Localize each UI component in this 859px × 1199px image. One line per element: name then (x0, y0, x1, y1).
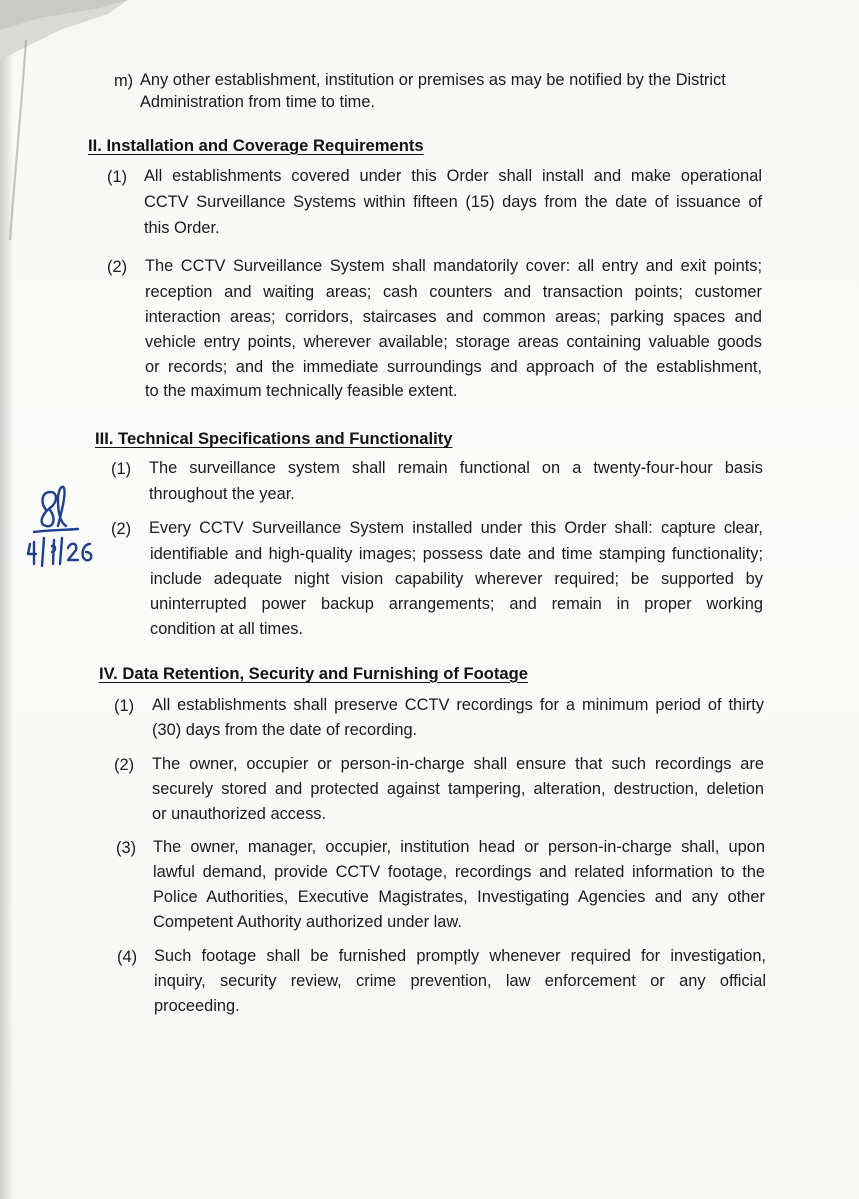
folded-corner (0, 0, 130, 60)
section-4-item-2-line-3: or unauthorized access. (152, 805, 327, 823)
handwritten-signature (22, 480, 102, 580)
section-2-item-1-line-2: CCTV Surveillance Systems within fifteen (15) days from the date of issuance of (144, 193, 762, 211)
section-4-heading: IV. Data Retention, Security and Furnishing of Footage (99, 664, 529, 683)
section-2-item-2-marker: (2) (107, 258, 128, 276)
section-3-item-1-line-1: The surveillance system shall remain functional on a twenty-four-hour basis (149, 459, 763, 477)
section-4-item-3-line-3: Police Authorities, Executive Magistrates, Investigating Agencies and any other (153, 888, 765, 906)
section-3-item-1-marker: (1) (111, 460, 132, 478)
section-4-item-4-line-2: inquiry, security review, crime prevention, law enforcement or any official (154, 972, 766, 990)
section-2-item-2-line-5: or records; and the immediate surroundings and approach of the establishment, (145, 358, 762, 376)
section-4-item-2-line-1: The owner, occupier or person-in-charge shall ensure that such recordings are (152, 755, 764, 773)
section-4-item-2-line-2: securely stored and protected against tampering, alteration, destruction, deletion (152, 780, 764, 798)
section-3-item-2-marker: (2) (111, 520, 132, 538)
section-4-item-4-line-3: proceeding. (154, 997, 240, 1015)
section-4-item-3-line-2: lawful demand, provide CCTV footage, recordings and related information to the (153, 863, 765, 881)
section-3-item-2-line-5: condition at all times. (150, 620, 304, 638)
item-m-line-1: Any other establishment, institution or premises as may be notified by the District (140, 71, 726, 89)
item-m-line-2: Administration from time to time. (140, 93, 375, 111)
section-4-item-1-line-2: (30) days from the date of recording. (152, 721, 418, 739)
section-2-heading: II. Installation and Coverage Requirements (88, 136, 424, 155)
section-3-item-1-line-2: throughout the year. (149, 485, 295, 503)
section-2-item-2-line-1: The CCTV Surveillance System shall mandatorily cover: all entry and exit points; (145, 257, 762, 275)
section-4-item-1-line-1: All establishments shall preserve CCTV recordings for a minimum period of thirty (152, 696, 764, 714)
section-2-item-2-line-2: reception and waiting areas; cash counters and transaction points; customer (145, 283, 762, 301)
item-m-marker: m) (114, 72, 134, 90)
section-4-item-3-marker: (3) (116, 839, 137, 857)
section-4-item-1-marker: (1) (114, 697, 135, 715)
section-2-item-2-line-3: interaction areas; corridors, staircases and common areas; parking spaces and (145, 308, 762, 326)
section-2-item-1-line-3: this Order. (144, 219, 220, 237)
section-3-heading: III. Technical Specifications and Functionality (95, 429, 453, 448)
section-4-item-4-marker: (4) (117, 948, 138, 966)
section-3-item-2-line-4: uninterrupted power backup arrangements; and remain in proper working (150, 595, 763, 613)
page-edge-shadow (0, 0, 14, 1199)
section-4-item-3-line-4: Competent Authority authorized under law. (153, 913, 462, 931)
section-4-item-2-marker: (2) (114, 756, 135, 774)
scan-edge-streak (6, 40, 32, 240)
section-3-item-2-line-2: identifiable and high-quality images; possess date and time stamping functionality; (150, 545, 763, 563)
section-4-item-4-line-1: Such footage shall be furnished promptly whenever required for investigation, (154, 947, 766, 965)
section-2-item-1-line-1: All establishments covered under this Order shall install and make operational (144, 167, 762, 185)
section-2-item-1-marker: (1) (107, 168, 128, 186)
section-4-item-3-line-1: The owner, manager, occupier, institution head or person-in-charge shall, upon (153, 838, 765, 856)
section-3-item-2-line-1: Every CCTV Surveillance System installed under this Order shall: capture clear, (149, 519, 763, 537)
section-3-item-2-line-3: include adequate night vision capability wherever required; be supported by (150, 570, 763, 588)
section-2-item-2-line-6: to the maximum technically feasible extent. (145, 382, 458, 400)
section-2-item-2-line-4: vehicle entry points, wherever available; storage areas containing valuable goods (145, 333, 762, 351)
